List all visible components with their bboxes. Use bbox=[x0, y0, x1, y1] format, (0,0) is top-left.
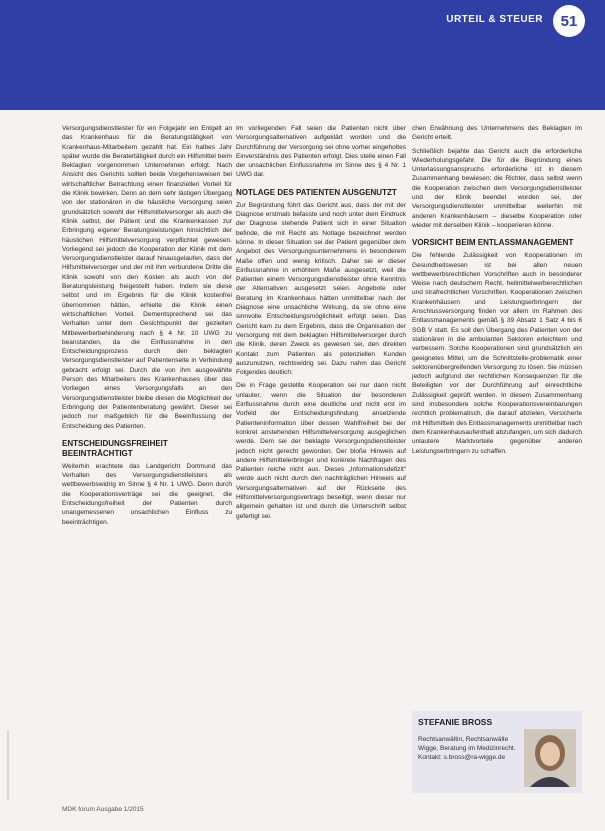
paragraph: Zur Begründung führt das Gericht aus, dass der mit der Diagnose erstmals befasste und noch unter dem Eindruck der Diagnose stehende Patient sich in einer Situation befinde, die mit Recht als Notlage bezeichnet werden könne. In dieser Situation sei der Patient gegenüber dem Angebot des Versorgungsunternehmens in besonderem Maße offen und wenig kritisch. Daher sei er dieser Einflussnahme in erhöhtem Maße ausgesetzt, weil die Patienten einem Versorgungsdienstleister ohne Kenntnis der Alternativen ausgesetzt seien. Angebote oder Beratung im Krankenhaus hätten unmittelbar nach der Diagnose eine unsachliche Wirkung, da sie ohne eine sinnvolle Entscheidungsmöglichkeit erfolgt seien. Das Gericht kam zu dem Ergebnis, dass die Organisation der Versorgung mit dem beklagten Hilfsmittelversorger durch die Klinik, deren Zweck es gewesen sei, den direkten Kontakt zum Patienten als potenziellen Kunden auszunutzen, rechtswidrig sei. Dazu nahm das Gericht Folgendes deutlich: bbox=[236, 201, 406, 377]
subheading: VORSICHT BEIM ENTLASSMANAGEMENT bbox=[412, 238, 574, 248]
header-banner bbox=[0, 0, 605, 110]
margin-mark bbox=[4, 730, 12, 800]
article-column-1 bbox=[62, 124, 232, 531]
section-label: URTEIL & STEUER bbox=[446, 14, 543, 25]
article-column-2 bbox=[236, 124, 406, 525]
portrait-icon bbox=[524, 729, 576, 787]
author-description: Rechtsanwältin, Rechtsanwälte Wigge, Beratung im Medizinrecht. Kontakt: s.bross@ra-wigge.de bbox=[418, 736, 516, 761]
author-photo bbox=[524, 729, 576, 787]
paragraph: Im vorliegenden Fall seien die Patienten nicht über Versorgungsalternativen aufgeklärt worden und die Durchführung der Versorgung sei ohne vorher eingeholtes Einverständnis des Patienten erfolgt. Dies stelle einen Fall der unsachlichen Einflussnahme im Sinne des § 4 Nr. 1 UWG dar. bbox=[236, 125, 406, 179]
paragraph: Schließlich bejahte das Gericht auch die erforderliche Wiederholungsgefahr. Die für die Begründung eines Unterlassungsanspruchs erforderliche ist in diesem Zusammenhang bewiesen: die Richter, dass selbst wenn die Kooperation zwischen dem Versorgungsdienstleister und der Klinik beendet worden sei, der Versorgungsdienstleister unmittelbar weiterhin mit anderen Krankenhäusern – dieselbe Kooperation oder wieder mit derselben Klinik – kooperieren könne. bbox=[412, 147, 582, 229]
article-column-3 bbox=[412, 124, 582, 460]
paragraph: chen Erwähnung des Unternehmens des Beklagten im Gericht erteilt. bbox=[412, 125, 582, 142]
paragraph: Weiterhin erachtete das Landgericht Dortmund das Verhalten des Versorgungsdienstleisters als wettbewerbswidrig im Sinne § 4 Nr. 1 UWG. Denn durch die Kooperationsverträge sei die geeignet, die Entscheidungsfreiheit der Patienten durch unangemessenen unsachlichen Einfluss zu beeinträchtigen. bbox=[62, 462, 232, 526]
subheading: ENTSCHEIDUNGSFREIHEIT BEEINTRÄCHTIGT bbox=[62, 438, 168, 458]
author-box bbox=[412, 711, 582, 793]
page-number: 51 bbox=[553, 5, 585, 37]
paragraph: Versorgungsdienstleister für ein Folgejahr ein Entgelt an das Krankenhaus für die Beratungstätigkeit von Krankenhaus-Mitarbeitern gezahlt hat. Ein halbes Jahr später wurde die Beratertätigkeit durch ein Hilfsmittel beim Beklagten vorgenommen Unternehmen erfolgt. Nach Ansicht des Gerichts sollten beide Vorgehensweisen bei wirtschaftlicher Betrachtung einen finanziellen Vorteil für die Klinik bewirken. Denn an dem sehr lästigen Übergang von der stationären in die häusliche Versorgung seien grundsätzlich sowohl der Hilfsmittelversorger als auch die Klinik selbst, der Patient und die Krankenkassen zur Erbringung eigener Beratungsleistungen hinsichtlich der häuslichen Hilfsmittelversorgung verpflichtet gewesen. Vorliegend sei jedoch die Kooperation der Klinik mit dem Versorgungsdienstleister darauf hinausgelaufen, dass der Hilfsmittelversorger und der mit ihm verbundene Dritte die Klinik sowohl von den Kosten als auch von der Beratungsleistung freigestellt haben. Indem sie diese selbst und im Ergebnis für die Klinik kostenfrei übernommen hätten, erhielte die Klinik einen wirtschaftlichen Vorteil. Dementsprechend sei das Verhalten unter dem Gesichtspunkt der gezielten Mitbewerberbehinderung nach § 4 Nr. 10 UWG zu beanstanden, da die Einflussnahme in den Entscheidungsprozess durch den beklagten Versorgungsdienstleister auf Patientenseite in Verbindung gebracht erfolgt sei. Durch die von ihm ausgewählte Person des Mitarbeiters des Krankenhauses über das Vorliegen eines Versorgungsfalls an den Versorgungsdienstleister bleibe diesen die Möglichkeit der Erbringung der Patientenberatung gewährt. Dieser sei jedoch nur maßgeblich für die Beeinflussung der Entscheidung des Patienten. bbox=[62, 125, 232, 430]
footer: MDK forum Ausgabe 1/2015 bbox=[62, 806, 144, 813]
paragraph: Die fehlende Zulässigkeit von Kooperationen im Gesundheitswesen ist bei allen neuen wettbewerbsrechtlichen Vorschriften auch in besonderer Weise nach deutschem Recht, heilmittelwerberechtlichen und strafrechtlichen Vorschriften. Kooperationen zwischen Krankenhäusern und Leistungserbringern der Anschlussversorgung finden vor allem im Rahmen des Entlassmanagements gemäß § 39 Absatz 1 Satz 4 bis 6 SGB V statt. Es soll den Übergang des Patienten von der stationären in die ambulanten Sektoren erleichtern und verbessern. Solche Kooperationen sind grundsätzlich ein geeignetes Mittel, um die Schnittstelle-problematik einer sektorenübergreifenden Versorgung zu lösen. Sie müssen jedoch aufgrund der rechtlichen Konsequenzen für die Beteiligten vor der Durchführung auf einrechtliche Zulässigkeit geprüft werden. In diesem Zusammenhang sind insbesondere solche Kooperationsvereinbarungen rechtlich problematisch, die darauf abzielen, Versicherte mit Hilfsmitteln des Entlassmanagements unmittelbar nach dem Krankenhausaufenthalt abzufangen, um sich dadurch unlautere Marktvorteile gegenüber anderen Leistungserbringern zu schaffen. bbox=[412, 252, 582, 455]
author-name: STEFANIE BROSS bbox=[418, 717, 493, 727]
paragraph: Die in Frage gestellte Kooperation sei nur dann nicht unlauter, wenn die Situation der besonderen Einflussnahme durch eine deutliche und nicht erst im Vorfeld der Entscheidungsfindung ansetzende Patienteninformation über dessen Wahlfreiheit bei der konkret anstehenden Hilfsmittelversorgung ausgeglichen werde. Dem sei der beklagte Versorgungsdienstleister jedoch nicht gerecht geworden. Der bloße Hinweis auf andere Hilfsmittelerbringer und konkrete Nachfragen des Patienten reiche nicht aus. Dieses „Informationsdefizit“ werde auch nicht durch den nachträglichen Hinweis auf Versorgungsalternativen auf der Rückseite des Hilfsmittelversorgungsvertrags beseitigt, wenn dieser nur allgemein gehalten ist und durch die Unterschrift selbst gefertigt sei. bbox=[236, 382, 406, 520]
margin-mark-icon bbox=[4, 730, 12, 800]
subheading: NOTLAGE DES PATIENTEN AUSGENUTZT bbox=[236, 187, 397, 197]
